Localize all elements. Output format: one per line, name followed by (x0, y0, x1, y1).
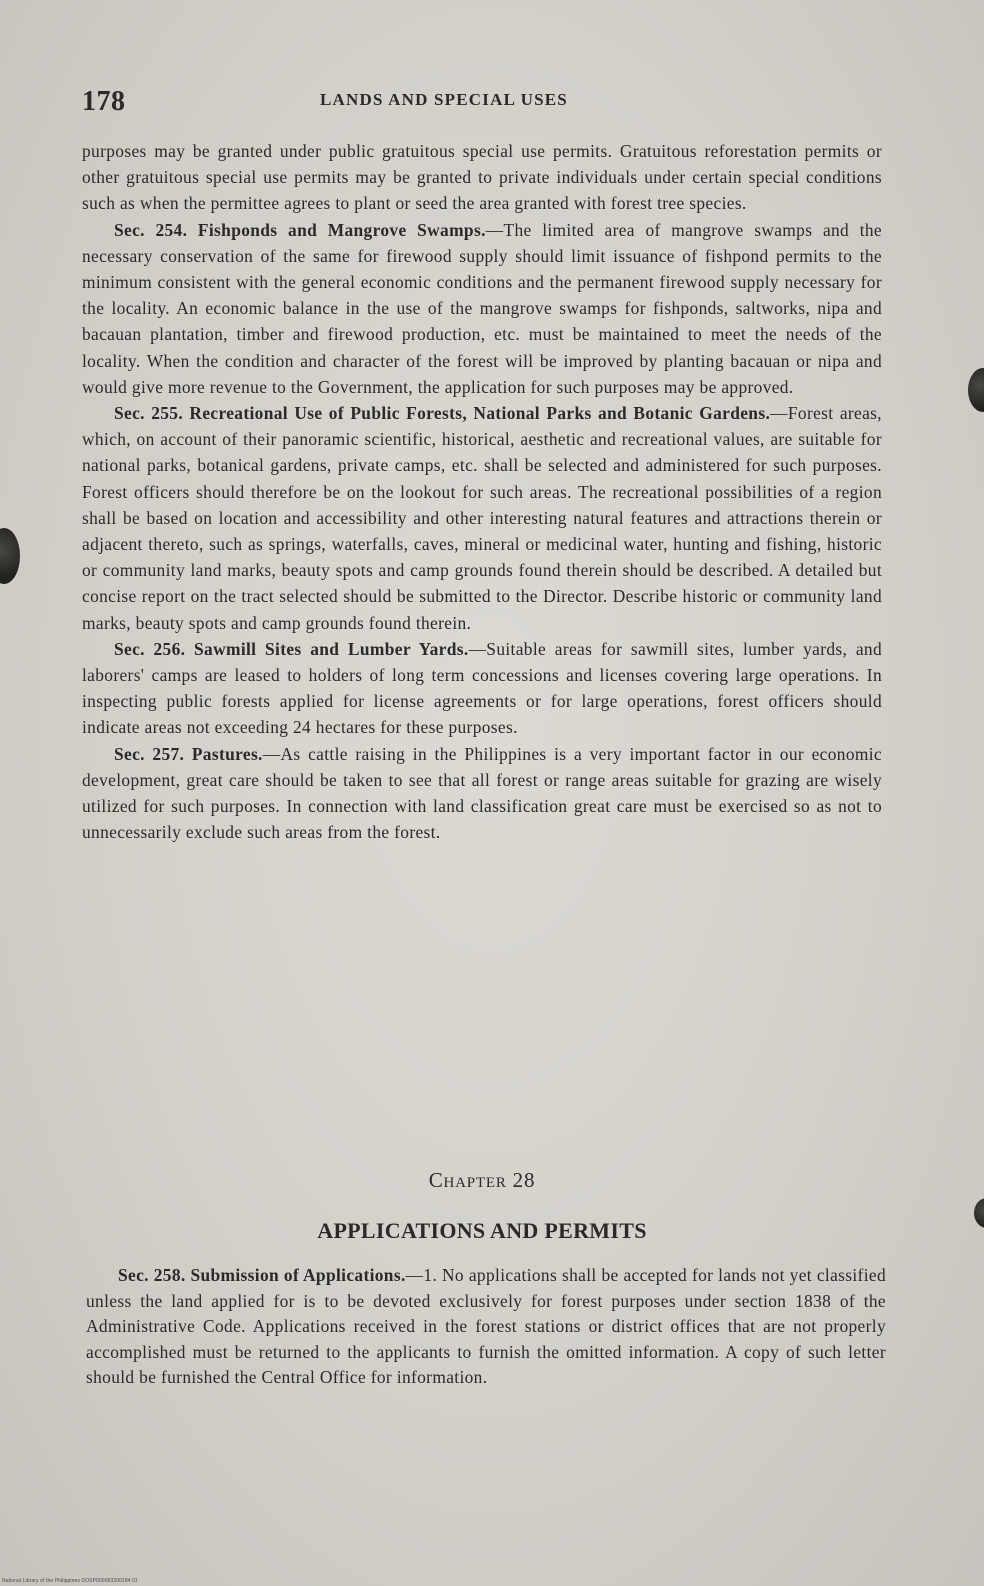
section-255-title: Sec. 255. Recreational Use of Public Forests, National Parks and Botanic Gardens. (114, 403, 771, 424)
section-254 (82, 217, 882, 400)
section-257-text: —As cattle raising in the Philippines is a very important factor in our economic development, great care should be taken to see that all forest or range areas suitable for grazing are wisely utilized for such purposes. In connection with land classification great care must be exercised so as not to unnecessarily exclude such areas from the forest. (82, 743, 882, 843)
punch-hole (0, 528, 20, 584)
running-title: LANDS AND SPECIAL USES (320, 90, 568, 109)
library-credit: National Library of the Philippines DOSP000093200184 01 (2, 1578, 138, 1584)
chapter-body-text (86, 1263, 886, 1391)
section-255-text: —Forest areas, which, on account of their panoramic scientific, historical, aesthetic and recreational values, are suitable for national parks, botanical gardens, private camps, etc. shall be selected and administered for such purposes. Forest officers should therefore be on the lookout for such areas. The recreational possibilities of a region shall be based on location and accessibility and other interesting natural features and attractions therein or adjacent thereto, such as springs, waterfalls, caves, mineral or medicinal water, hunting and fishing, historic or community land marks, beauty spots and camp grounds found therein should be described. A detailed but concise report on the tract selected should be submitted to the Director. Describe historic or community land marks, beauty spots and camp grounds found therein. (82, 403, 882, 633)
section-256-title: Sec. 256. Sawmill Sites and Lumber Yards. (114, 638, 469, 659)
body-text (82, 138, 882, 845)
page-number: 178 (82, 86, 126, 117)
punch-hole (974, 1198, 984, 1228)
section-257 (82, 741, 882, 846)
chapter-title: APPLICATIONS AND PERMITS (317, 1218, 647, 1243)
section-258-text: —1. No applications shall be accepted for lands not yet classified unless the land applied for is to be devoted exclusively for forest purposes under section 1838 of the Administrative Code. Applications received in the forest stations or district offices that are not properly accomplished must be returned to the applicants to furnish the omitted information. A copy of such letter should be furnished the Central Office for information. (86, 1265, 886, 1388)
section-255 (82, 400, 882, 636)
section-257-title: Sec. 257. Pastures. (114, 743, 263, 764)
punch-hole (968, 368, 984, 412)
section-254-text: —The limited area of mangrove swamps and the necessary conservation of the same for firewood supply should limit issuance of fishpond permits to the minimum consistent with the general economic conditions and the permanent firewood supply necessary for the locality. An economic balance in the use of the mangrove swamps for fishponds, saltworks, nipa and bacauan plantation, timber and firewood production, etc. must be maintained to meet the needs of the locality. When the condition and character of the forest will be improved by planting bacauan or nipa and would give more revenue to the Government, the application for such purposes may be approved. (82, 219, 882, 397)
section-258 (86, 1263, 886, 1391)
section-254-title: Sec. 254. Fishponds and Mangrove Swamps. (114, 219, 486, 240)
chapter-label: Chapter 28 (428, 1168, 536, 1192)
continued-paragraph (82, 138, 882, 217)
section-256-text: —Suitable areas for sawmill sites, lumber yards, and laborers' camps are leased to holders of long term concessions and licenses covering large operations. In inspecting public forests applied for license agreements or for large operations, forest officers should indicate areas not exceeding 24 hectares for these purposes. (82, 638, 883, 738)
section-258-title: Sec. 258. Submission of Applications. (118, 1265, 406, 1285)
section-256 (82, 636, 882, 741)
page-header (82, 86, 892, 126)
paragraph-text: purposes may be granted under public gratuitous special use permits. Gratuitous reforestation permits or other gratuitous special use permits may be granted to private individuals under certain special conditions such as when the permittee agrees to plant or seed the area granted with forest tree species. (82, 141, 882, 214)
chapter-heading (82, 1168, 882, 1244)
